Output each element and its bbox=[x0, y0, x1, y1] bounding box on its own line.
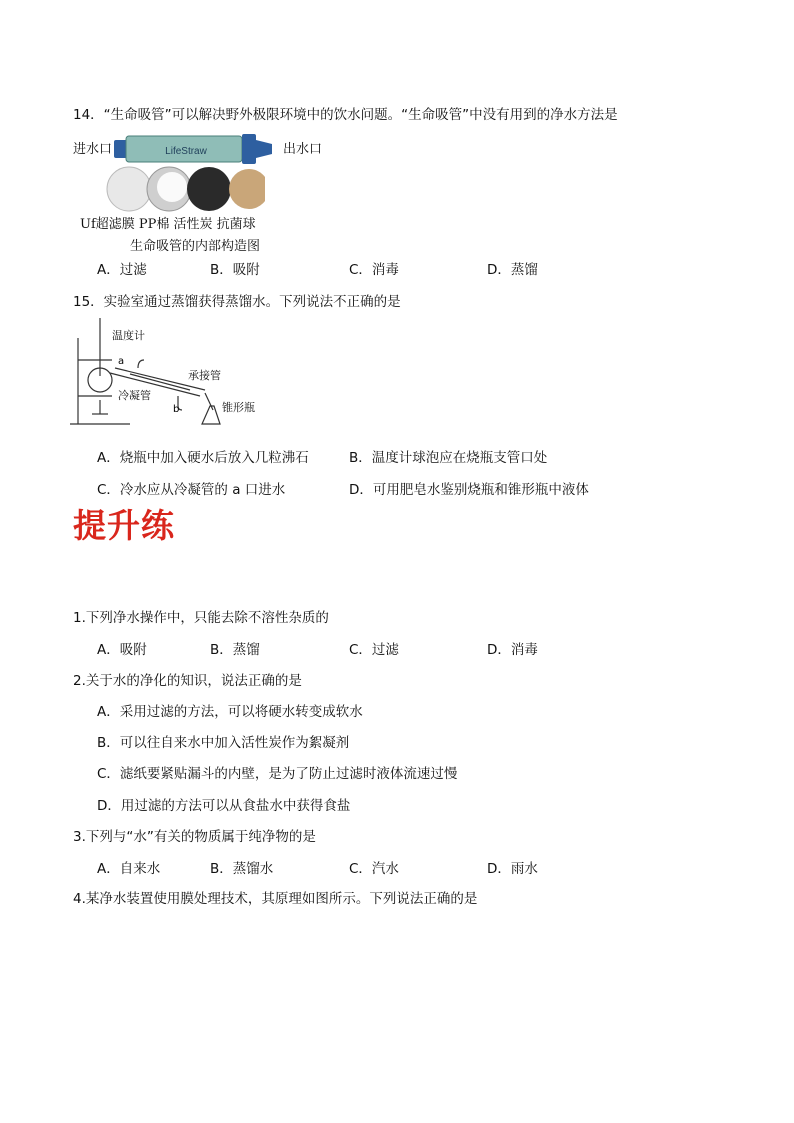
q2-option-a: A．采用过滤的方法，可以将硬水转变成软水 bbox=[97, 704, 363, 720]
q2-option-d: D．用过滤的方法可以从食盐水中获得食盐 bbox=[97, 798, 351, 814]
inlet-label: 进水口 bbox=[73, 142, 113, 157]
q3-stem: 3.下列与“水”有关的物质属于纯净物的是 bbox=[73, 829, 316, 845]
outlet-label: 出水口 bbox=[283, 142, 323, 157]
filter-materials bbox=[105, 165, 265, 213]
receiver-label: 承接管 bbox=[188, 369, 221, 382]
label-b: b bbox=[173, 404, 180, 415]
q3-option-a: A．自来水 bbox=[97, 861, 161, 877]
q2-option-b: B．可以往自来水中加入活性炭作为絮凝剂 bbox=[97, 735, 350, 751]
q3-option-c: C．汽水 bbox=[349, 861, 399, 877]
q15-stem: 15．实验室通过蒸馏获得蒸馏水。下列说法不正确的是 bbox=[73, 294, 401, 310]
section-title: 提升练 bbox=[73, 506, 175, 545]
q14-option-d: D．蒸馏 bbox=[487, 262, 538, 278]
q14-stem: 14．“生命吸管”可以解决野外极限环境中的饮水问题。“生命吸管”中没有用到的净水方法是 bbox=[73, 107, 618, 123]
q3-option-d: D．雨水 bbox=[487, 861, 538, 877]
q3-option-b: B．蒸馏水 bbox=[210, 861, 274, 877]
q14-option-b: B．吸附 bbox=[210, 262, 260, 278]
q1-option-a: A．吸附 bbox=[97, 642, 147, 658]
q1-option-c: C．过滤 bbox=[349, 642, 399, 658]
lifestraw-tube bbox=[112, 130, 282, 170]
q2-stem: 2.关于水的净化的知识，说法正确的是 bbox=[73, 673, 302, 689]
q4-stem: 4.某净水装置使用膜处理技术，其原理如图所示。下列说法正确的是 bbox=[73, 891, 478, 907]
q1-option-b: B．蒸馏 bbox=[210, 642, 260, 658]
q15-option-c: C．冷水应从冷凝管的 a 口进水 bbox=[97, 482, 286, 498]
q15-option-a: A．烧瓶中加入硬水后放入几粒沸石 bbox=[97, 450, 309, 466]
q14-option-c: C．消毒 bbox=[349, 262, 399, 278]
q2-option-c: C．滤纸要紧贴漏斗的内壁，是为了防止过滤时液体流速过慢 bbox=[97, 766, 458, 782]
q1-option-d: D．消毒 bbox=[487, 642, 538, 658]
figure-caption: 生命吸管的内部构造图 bbox=[130, 239, 261, 254]
q1-stem: 1.下列净水操作中，只能去除不溶性杂质的 bbox=[73, 610, 329, 626]
condenser-label: 冷凝管 bbox=[118, 389, 151, 402]
q14-option-a: A．过滤 bbox=[97, 262, 147, 278]
q15-option-d: D．可用肥皂水鉴别烧瓶和锥形瓶中液体 bbox=[349, 482, 589, 498]
parts-label: Uf超滤膜 PP棉 活性炭 抗菌球 bbox=[80, 217, 256, 232]
label-a: a bbox=[118, 356, 125, 367]
brand-label: LifeStraw bbox=[165, 146, 207, 157]
q15-option-b: B．温度计球泡应在烧瓶支管口处 bbox=[349, 450, 548, 466]
flask-label: 锥形瓶 bbox=[222, 401, 255, 414]
thermometer-label: 温度计 bbox=[112, 329, 145, 342]
